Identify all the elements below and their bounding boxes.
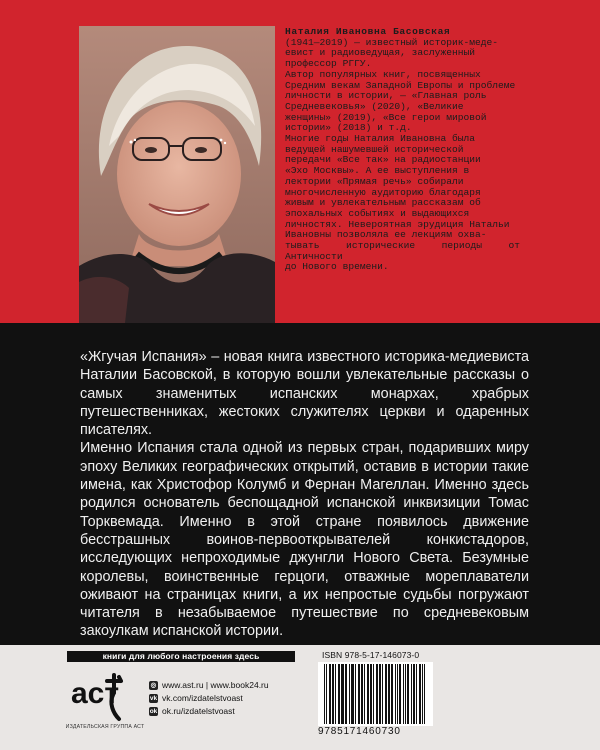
bio-line: живым и увлекательным рассказам об [285,197,481,209]
barcode-bar [329,664,331,724]
bio-line: передачи «Все так» на радиостанции [285,154,481,166]
bio-line: истории» (2018) и т.д. [285,122,412,134]
contact-row [149,679,269,692]
barcode-bar [345,664,347,724]
barcode-bar [395,664,396,724]
bio-line: до Нового времени. [285,261,389,273]
barcode-bar [422,664,423,724]
barcode-bar [332,664,334,724]
bio-line: личности в истории, — «Главная роль [285,90,487,102]
barcode-bar [407,664,409,724]
barcode-bar [358,664,360,724]
book-description [80,348,529,641]
publisher-caption: ИЗДАТЕЛЬСКАЯ ГРУППА АСТ [65,724,145,730]
barcode-bar [419,664,421,724]
bio-line: Многие годы Наталия Ивановна была [285,133,475,145]
contact-row [149,705,269,718]
contact-row [149,692,269,705]
bio-line: личностях. Невероятная эрудиция Натальи [285,218,510,230]
barcode-bar [349,664,350,724]
bio-line: ведущей нашумевшей исторической [285,143,464,155]
bio-line: эпохальных событиях и выдающихся [285,207,470,219]
contact-website[interactable]: www.ast.ru | www.book24.ru [162,680,269,690]
barcode-digits: 9785171460730 [318,726,401,737]
ok-icon: ok [149,708,158,715]
barcode-bar [382,664,383,724]
barcode-bar [413,664,415,724]
bio-line: тывать исторические периоды от Античности [285,240,520,262]
barcode-bar [351,664,354,724]
globe-icon: ◎ [150,682,157,689]
barcode-bar [388,664,390,724]
bio-line: «Эхо Москвы». А ее выступления в [285,165,470,177]
publisher-slogan: книги для любого настроения здесь [67,651,295,662]
barcode-bar [324,664,325,724]
barcode-bar [326,664,327,724]
bio-line: женщины» (2019), «Все герои мировой [285,111,487,123]
barcode-bar [399,664,401,724]
barcode-bar [397,664,398,724]
author-name: Наталия Ивановна Басовская [285,26,451,37]
barcode-bar [364,664,365,724]
publisher-contacts [149,679,269,718]
description-paragraph: «Жгучая Испания» – новая книга известного историка-медиевиста Наталии Басовской, в которую вошли увлекательные рассказы о самых знаменитых испанских монархах, храбрых путешественниках, жестоких служителях церкви и одаренных писателях. [80,349,529,439]
author-photo [79,26,275,323]
barcode-bar [385,664,387,724]
barcode-bar [338,664,340,724]
barcode-bar [376,664,378,724]
barcode-bar [411,664,412,724]
bio-line: (1941—2019) — известный историк-меде- [285,36,499,48]
barcode-bar [416,664,417,724]
contact-ok[interactable]: ok.ru/izdatelstvoast [162,706,235,716]
bio-line: лектории «Прямая речь» собирали [285,175,464,187]
bio-line: Средневековья» (2020), «Великие [285,100,464,112]
vk-icon: vk [149,695,158,702]
isbn-label: ISBN 978-5-17-146073-0 [322,650,420,660]
barcode-bar [341,664,344,724]
barcode-bar [361,664,363,724]
contact-vk[interactable]: vk.com/izdatelstvoast [162,693,243,703]
bio-line: Автор популярных книг, посвященных [285,68,481,80]
barcode-bar [403,664,404,724]
bio-line: Ивановны позволяла ее лекциям охва- [285,229,487,241]
barcode-bar [355,664,356,724]
barcode [318,662,433,726]
barcode-bar [405,664,406,724]
author-bio [285,27,520,273]
ast-logo-icon [69,669,139,724]
description-paragraph: Именно Испания стала одной из первых стран, подаривших миру эпоху Великих географических открытий, оставив в истории такие имена, как Христофор Колумб и Фернан Магеллан. Именно здесь родился основатель беспощадной испанской инквизиции Томас Торквемада. Именно в этой стране появилось движение бесстрашных воинов-первооткрывателей конкистадоров, исследующих непроходимые джунгли Нового Света. Безумные королевы, воинственные герцоги, отважные мореплаватели оживают на страницах книги, а их непростые судьбы погружают читателя в незабываемое путешествие по средневековым закоулкам испанской истории. [80,440,529,640]
bio-line: евист и радиоведущая, заслуженный [285,47,475,59]
bio-line: Средним векам Западной Европы и проблеме [285,79,516,91]
barcode-bar [335,664,336,724]
bio-line: многочисленную аудиторию благодаря [285,186,481,198]
barcode-bar [379,664,381,724]
barcode-bar [373,664,374,724]
barcode-bar [424,664,425,724]
author-bio-text [285,38,520,273]
barcode-bar [391,664,393,724]
bio-line: профессор РГГУ. [285,58,372,70]
barcode-bar [370,664,372,724]
ast-logo-text: аст [71,677,120,710]
barcode-bar [367,664,369,724]
